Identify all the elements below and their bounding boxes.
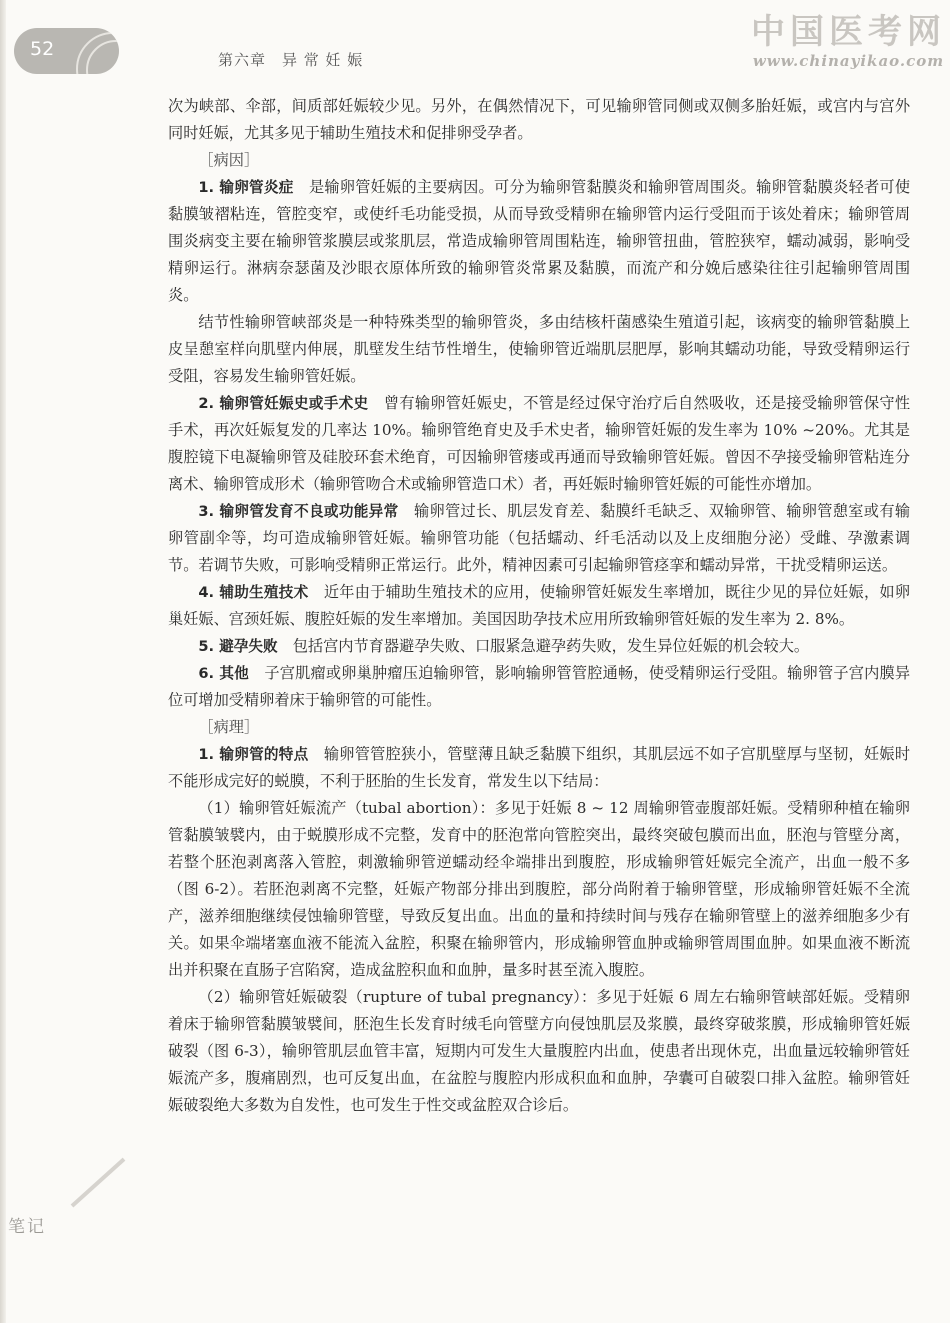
cause-heading: 5. 避孕失败 (198, 638, 278, 655)
paragraph-text: 是输卵管妊娠的主要病因。可分为输卵管黏膜炎和输卵管周围炎。输卵管黏膜炎轻者可使黏膜皱褶粘连，管腔变窄，或使纤毛功能受损，从而导致受精卵在输卵管内运行受阻而于该处着床；输卵管周围炎病变主要在输卵管浆膜层或浆肌层，常造成输卵管周围粘连，输卵管扭曲，管腔狭窄，蠕动减弱，影响受精卵运行。淋病奈瑟菌及沙眼衣原体所致的输卵管炎常累及黏膜，而流产和分娩后感染往往引起输卵管周围炎。 (168, 178, 911, 304)
page-spine-shadow (0, 0, 6, 1323)
paragraph: 结节性输卵管峡部炎是一种特殊类型的输卵管炎，多由结核杆菌感染生殖道引起，该病变的输卵管黏膜上皮呈憩室样向肌壁内伸展，肌壁发生结节性增生，使输卵管近端肌层肥厚，影响其蠕动功能，导致受精卵运行受阻，容易发生输卵管妊娠。 (168, 313, 910, 385)
paragraph-cause-2 (168, 390, 910, 498)
cause-heading: 4. 辅助生殖技术 (198, 584, 309, 601)
paragraph: 次为峡部、伞部，间质部妊娠较少见。另外，在偶然情况下，可见输卵管同侧或双侧多胎妊娠，或宫内与宫外同时妊娠，尤其多见于辅助生殖技术和促排卵受孕者。 (168, 97, 910, 142)
paragraph-text: 输卵管过长、肌层发育差、黏膜纤毛缺乏、双输卵管、输卵管憩室或有输卵管副伞等，均可造成输卵管妊娠。输卵管功能（包括蠕动、纤毛活动以及上皮细胞分泌）受雌、孕激素调节。若调节失败，可影响受精卵正常运行。此外，精神因素可引起输卵管痉挛和蠕动异常，干扰受精卵运送。 (168, 502, 911, 574)
cause-heading: 6. 其他 (198, 665, 249, 682)
paragraph-tubal-abortion: （1）输卵管妊娠流产（tubal abortion）：多见于妊娠 8 ~ 12 周输卵管壶腹部妊娠。受精卵种植在输卵管黏膜皱襞内，由于蜕膜形成不完整，发育中的胚泡常向管腔突出，最终突破包膜而出血，胚泡与管壁分离，若整个胚泡剥离落入管腔，刺激输卵管逆蠕动经伞端排出到腹腔，形成输卵管妊娠完全流产，出血一般不多（图 6-2）。若胚泡剥离不完整，妊娠产物部分排出到腹腔，部分尚附着于输卵管壁，形成输卵管妊娠不全流产，滋养细胞继续侵蚀输卵管壁，导致反复出血。出血的量和持续时间与残存在输卵管壁上的滋养细胞多少有关。如果伞端堵塞血液不能流入盆腔，积聚在输卵管内，形成输卵管血肿或输卵管周围血肿。如果血液不断流出并积聚在直肠子宫陷窝，造成盆腔积血和血肿，量多时甚至流入腹腔。 (168, 799, 910, 979)
paragraph-cause-5 (168, 633, 910, 660)
chapter-title: 第六章 异 常 妊 娠 (218, 51, 364, 69)
paragraph-text: 输卵管管腔狭小，管壁薄且缺乏黏膜下组织，其肌层远不如子宫肌壁厚与坚韧，妊娠时不能形成完好的蜕膜，不利于胚胎的生长发育，常发生以下结局： (168, 745, 911, 790)
cause-heading: 3. 输卵管发育不良或功能异常 (198, 503, 399, 520)
paragraph-text: 子宫肌瘤或卵巢肿瘤压迫输卵管，影响输卵管管腔通畅，使受精卵运行受阻。输卵管子宫内膜异位可增加受精卵着床于输卵管的可能性。 (168, 664, 911, 709)
paragraph-cause-3 (168, 498, 910, 579)
section-heading-pathology: ［病理］ (198, 718, 260, 736)
paragraph-cause-1 (168, 174, 910, 309)
paragraph-text: 近年由于辅助生殖技术的应用，使输卵管妊娠发生率增加，既往少见的异位妊娠，如卵巢妊娠、宫颈妊娠、腹腔妊娠的发生率增加。美国因助孕技术应用所致输卵管妊娠的发生率为 2. 8%。 (168, 583, 911, 628)
watermark-logo-text: 中国医考网 (751, 12, 946, 52)
notes-label: 笔记 (8, 1217, 46, 1237)
paragraph-cause-6 (168, 660, 910, 714)
paragraph-pathology-1 (168, 741, 910, 795)
cause-heading: 1. 输卵管炎症 (198, 179, 294, 196)
body-text (168, 93, 910, 1119)
page-number: 52 (30, 38, 55, 60)
paragraph-text: 包括宫内节育器避孕失败、口服紧急避孕药失败，发生异位妊娠的机会较大。 (292, 637, 810, 655)
pencil-icon (71, 1158, 126, 1208)
pathology-heading: 1. 输卵管的特点 (198, 746, 309, 763)
watermark (751, 12, 946, 70)
paragraph-tubal-rupture: （2）输卵管妊娠破裂（rupture of tubal pregnancy）：多见于妊娠 6 周左右输卵管峡部妊娠。受精卵着床于输卵管黏膜皱襞间，胚泡生长发育时绒毛向管壁方向侵蚀肌层及浆膜，最终穿破浆膜，形成输卵管妊娠破裂（图 6-3），输卵管肌层血管丰富，短期内可发生大量腹腔内出血，使患者出现休克，出血量远较输卵管妊娠流产多，腹痛剧烈，也可反复出血，在盆腔与腹腔内形成积血和血肿，孕囊可自破裂口排入盆腔。输卵管妊娠破裂绝大多数为自发性，也可发生于性交或盆腔双合诊后。 (168, 988, 910, 1114)
paragraph-text: 曾有输卵管妊娠史，不管是经过保守治疗后自然吸收，还是接受输卵管保守性手术，再次妊娠复发的几率达 10%。输卵管绝育史及手术史者，输卵管妊娠的发生率为 10% ~20%。尤其是腹腔镜下电凝输卵管及硅胶环套术绝育，可因输卵管瘘或再通而导致输卵管妊娠。曾因不孕接受输卵管粘连分离术、输卵管成形术（输卵管吻合术或输卵管造口术）者，再妊娠时输卵管妊娠的可能性亦增加。 (168, 394, 911, 493)
paragraph-cause-4 (168, 579, 910, 633)
watermark-url: www.chinayikao.com (752, 52, 945, 70)
section-heading-etiology: ［病因］ (198, 151, 260, 169)
cause-heading: 2. 输卵管妊娠史或手术史 (198, 395, 369, 412)
